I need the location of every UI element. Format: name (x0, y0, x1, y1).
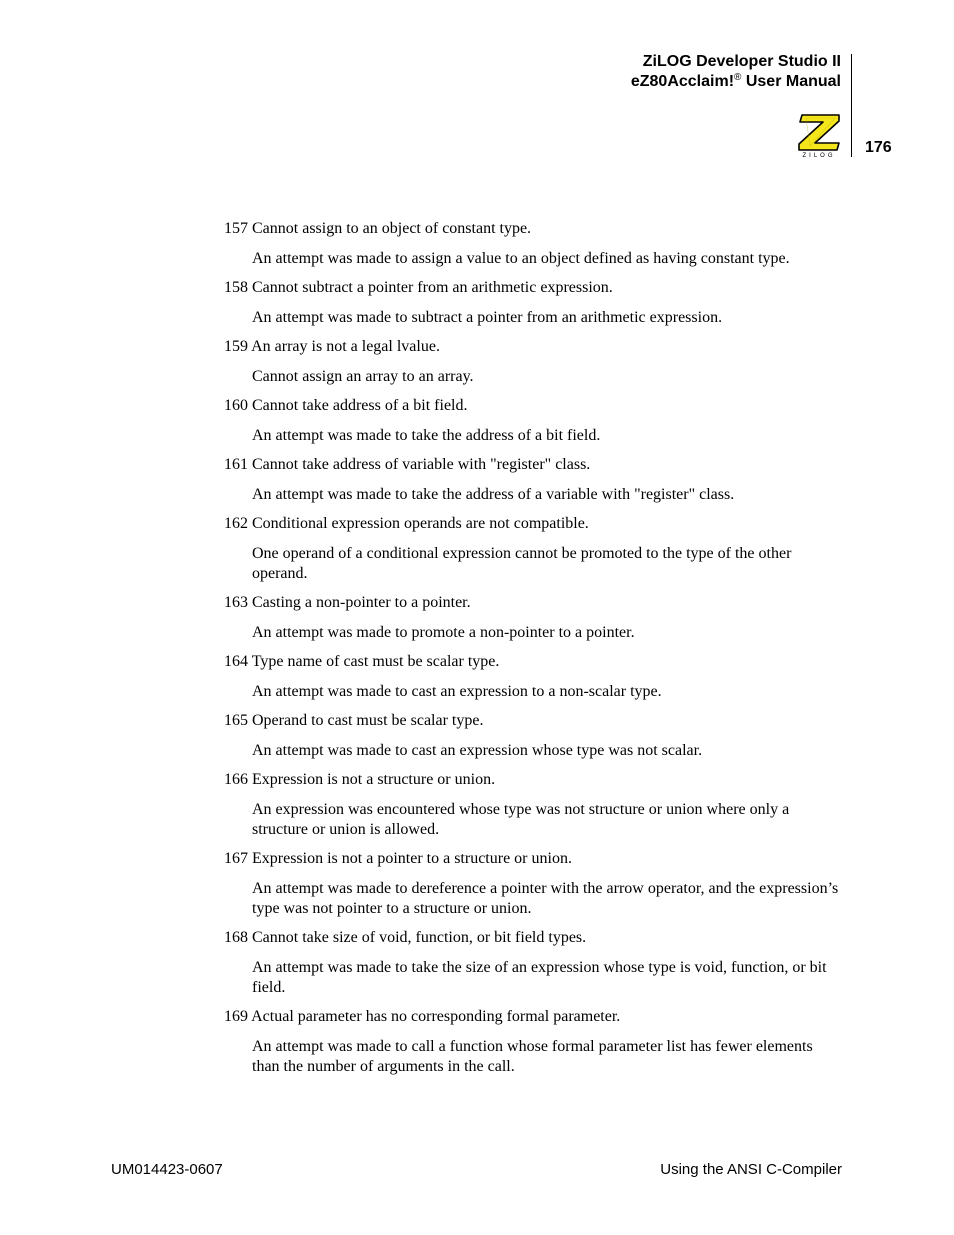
error-code-title: 162 Conditional expression operands are not compatible. (224, 515, 589, 532)
error-code-title: 158 Cannot subtract a pointer from an arithmetic expression. (224, 279, 613, 296)
error-entry (224, 652, 844, 702)
error-entry (224, 770, 844, 840)
error-description: An attempt was made to dereference a pointer with the arrow operator, and the expression’s type was not pointer to a structure or union. (252, 879, 839, 917)
registered-mark: ® (734, 72, 742, 83)
page-number: 176 (865, 139, 892, 156)
manual-label: User Manual (741, 73, 841, 90)
error-description: An attempt was made to cast an expression whose type was not scalar. (252, 741, 703, 759)
error-code-title: 166 Expression is not a structure or union. (224, 771, 496, 788)
error-description: An attempt was made to cast an expression to a non-scalar type. (252, 682, 662, 700)
error-entry (224, 396, 844, 446)
error-entry (224, 219, 844, 269)
error-entry (224, 711, 844, 761)
error-description: An attempt was made to subtract a pointer from an arithmetic expression. (252, 308, 723, 326)
error-description: An attempt was made to take the address of a bit field. (252, 426, 601, 444)
error-entry (224, 928, 844, 998)
error-entry (224, 455, 844, 505)
error-entry (224, 849, 844, 919)
error-description: An attempt was made to take the address of a variable with "register" class. (252, 485, 735, 503)
error-description: One operand of a conditional expression cannot be promoted to the type of the other operand. (252, 544, 792, 582)
error-code-title: 164 Type name of cast must be scalar type. (224, 653, 500, 670)
error-message-list (224, 219, 844, 1086)
footer-section: Using the ANSI C-Compiler (660, 1161, 842, 1178)
error-description: An attempt was made to assign a value to an object defined as having constant type. (252, 249, 790, 267)
header-title-line1: ZiLOG Developer Studio II (642, 53, 841, 70)
error-code-title: 157 Cannot assign to an object of constant type. (224, 220, 532, 237)
error-code-title: 169 Actual parameter has no corresponding formal parameter. (224, 1008, 621, 1025)
zilog-logo-icon (796, 112, 842, 162)
error-code-title: 159 An array is not a legal lvalue. (224, 338, 440, 355)
error-description: An expression was encountered whose type was not structure or union where only a structure or union is allowed. (252, 800, 790, 838)
error-code-title: 168 Cannot take size of void, function, or bit field types. (224, 929, 587, 946)
error-code-title: 167 Expression is not a pointer to a structure or union. (224, 850, 572, 867)
logo-text: ZILOG (802, 153, 836, 159)
footer-doc-id: UM014423-0607 (111, 1161, 223, 1178)
error-entry (224, 1007, 844, 1077)
error-description: An attempt was made to call a function whose formal parameter list has fewer elements than the number of arguments in the call. (252, 1037, 813, 1075)
error-description: An attempt was made to promote a non-pointer to a pointer. (252, 623, 635, 641)
error-code-title: 165 Operand to cast must be scalar type. (224, 712, 484, 729)
error-code-title: 163 Casting a non-pointer to a pointer. (224, 594, 471, 611)
error-entry (224, 278, 844, 328)
header-title-line2 (631, 72, 841, 92)
error-entry (224, 593, 844, 643)
error-code-title: 161 Cannot take address of variable with "register" class. (224, 456, 591, 473)
error-description: An attempt was made to take the size of an expression whose type is void, function, or bit field. (252, 958, 827, 996)
header-divider (851, 54, 852, 157)
error-description: Cannot assign an array to an array. (252, 367, 474, 385)
error-code-title: 160 Cannot take address of a bit field. (224, 397, 468, 414)
error-entry (224, 514, 844, 584)
zilog-logo-mark (796, 112, 842, 152)
error-entry (224, 337, 844, 387)
product-name: eZ80Acclaim! (630, 73, 735, 90)
